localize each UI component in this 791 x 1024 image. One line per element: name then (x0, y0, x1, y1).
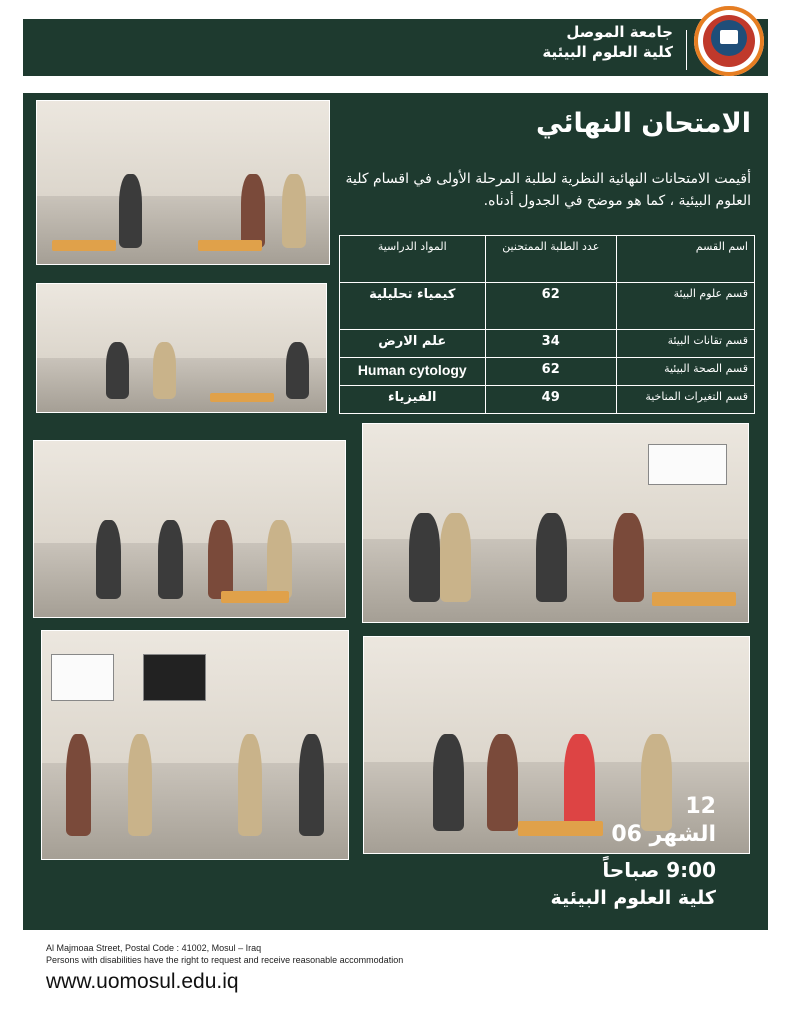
header-divider (686, 30, 687, 70)
header-subject: المواد الدراسية (340, 236, 486, 283)
department-cell: قسم التغيرات المناخية (616, 386, 754, 414)
exam-location: كلية العلوم البيئية (550, 887, 716, 909)
exam-month: الشهر 06 (611, 822, 716, 847)
header-department: اسم القسم (616, 236, 754, 283)
count-cell: 62 (485, 283, 616, 330)
book-emblem-icon (711, 20, 747, 56)
exam-photo-4 (362, 423, 749, 623)
department-cell: قسم تقانات البيئة (616, 330, 754, 358)
college-name: كلية العلوم البيئية (542, 43, 673, 61)
count-cell: 49 (485, 386, 616, 414)
table-row (340, 386, 755, 414)
department-cell: قسم الصحة البيئية (616, 358, 754, 386)
table-row (340, 358, 755, 386)
university-name: جامعة الموصل (566, 23, 673, 41)
count-cell: 34 (485, 330, 616, 358)
intro-paragraph: أقيمت الامتحانات النهائية النظرية لطلبة المرحلة الأولى في اقسام كلية العلوم البيئية ، كما هو موضح في الجدول أدناه. (345, 171, 751, 209)
header-title (542, 22, 673, 62)
subject-cell: الفيزياء (340, 386, 486, 414)
footer-website-link[interactable]: www.uomosul.edu.iq (46, 970, 239, 993)
exam-time: 9:00 صباحاً (602, 858, 716, 882)
table-row (340, 330, 755, 358)
exam-photo-1 (36, 100, 330, 265)
table-row (340, 283, 755, 330)
page-title: الامتحان النهائي (536, 108, 751, 139)
subject-cell: Human cytology (340, 358, 486, 386)
university-logo (694, 6, 764, 76)
department-cell: قسم علوم البيئة (616, 283, 754, 330)
subject-cell: كيمياء تحليلية (340, 283, 486, 330)
exam-photo-3 (33, 440, 346, 618)
exam-photo-5 (41, 630, 349, 860)
subject-cell: علم الارض (340, 330, 486, 358)
footer-address-block (46, 942, 403, 966)
table-header-row (340, 236, 755, 283)
exam-photo-2 (36, 283, 327, 413)
count-cell: 62 (485, 358, 616, 386)
footer-notice: Persons with disabilities have the right to request and receive reasonable accommodation (46, 955, 404, 965)
exam-day: 12 (685, 794, 716, 819)
footer-address: Al Majmoaa Street, Postal Code : 41002, Mosul – Iraq (46, 943, 262, 953)
header-count: عدد الطلبة الممتحنين (485, 236, 616, 283)
exam-table (339, 235, 755, 414)
